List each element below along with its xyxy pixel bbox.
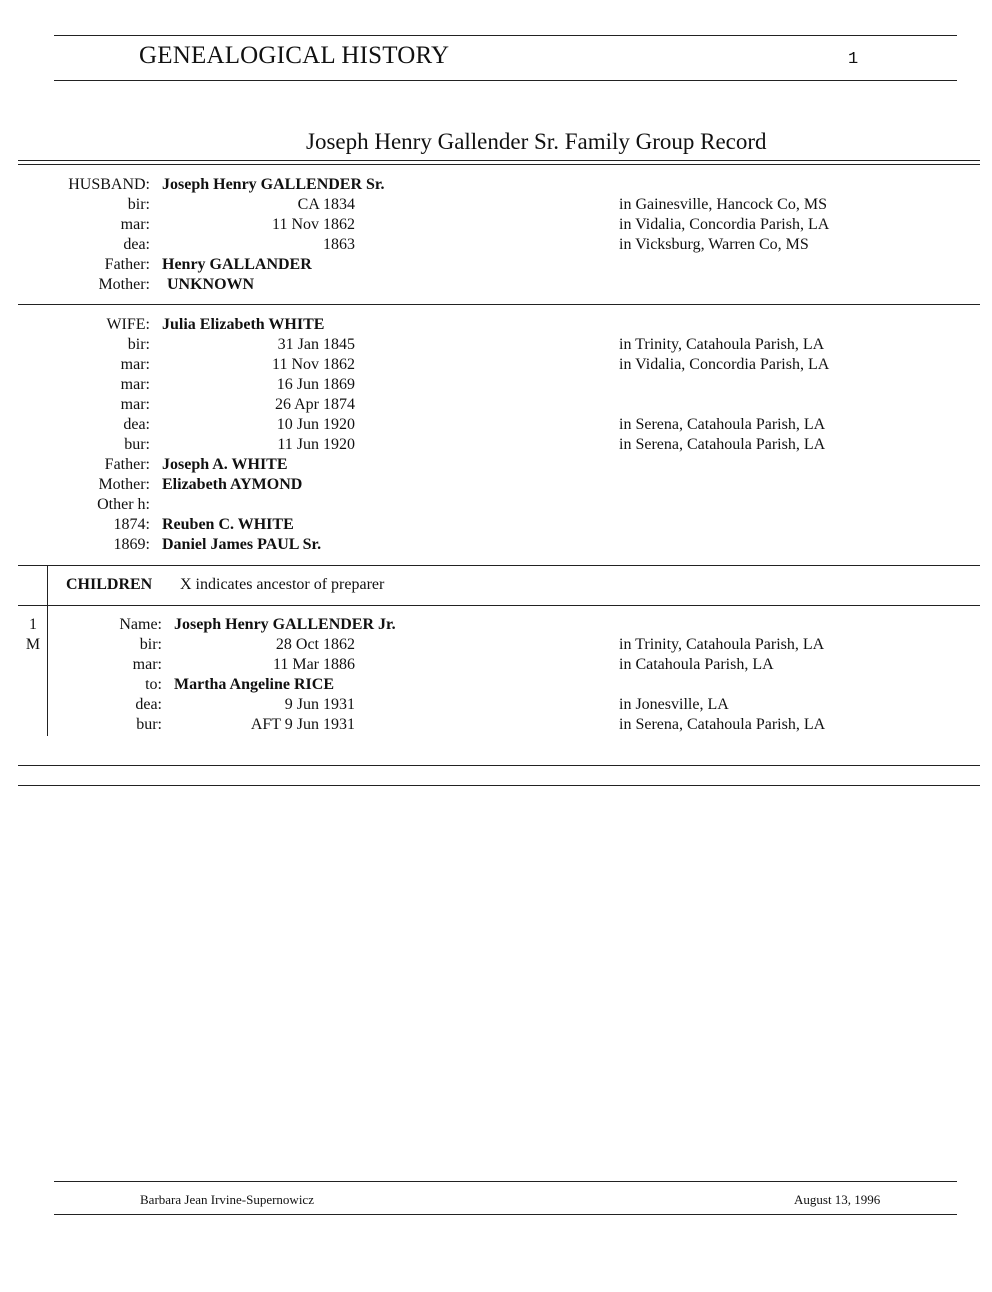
husband-mother-name: UNKNOWN	[167, 276, 255, 293]
wife-other-husbands-row	[0, 495, 992, 515]
event-place: in Serena, Catahoula Parish, LA	[619, 436, 826, 453]
event-label: dea:	[123, 236, 150, 253]
wife-label: WIFE:	[106, 316, 150, 333]
child-event-row	[0, 695, 992, 715]
wife-name-row	[0, 315, 992, 335]
event-label: mar:	[120, 216, 150, 233]
child-name-row	[0, 615, 992, 635]
name-label: Name:	[119, 616, 162, 633]
event-date: CA 1834	[297, 196, 355, 213]
wife-father-row	[0, 455, 992, 475]
husband-name: Joseph Henry GALLENDER Sr.	[162, 176, 385, 193]
event-place: in Trinity, Catahoula Parish, LA	[619, 636, 825, 653]
record-title: Joseph Henry Gallender Sr. Family Group Record	[306, 129, 767, 154]
husband-event-row	[0, 235, 992, 255]
event-date: 16 Jun 1869	[276, 376, 355, 393]
wife-mother-name: Elizabeth AYMOND	[162, 476, 303, 493]
event-label: mar:	[120, 376, 150, 393]
child-spouse-row	[0, 675, 992, 695]
other-husband-year: 1869:	[113, 536, 150, 553]
wife-event-row	[0, 415, 992, 435]
husband-father-row	[0, 255, 992, 275]
other-husbands-label: Other h:	[97, 496, 150, 513]
record-double-rule-1	[18, 160, 980, 161]
event-label: mar:	[120, 356, 150, 373]
footer-bottom-rule	[54, 1214, 957, 1215]
event-place: in Vicksburg, Warren Co, MS	[619, 236, 809, 253]
wife-event-row	[0, 355, 992, 375]
wife-mother-row	[0, 475, 992, 495]
wife-event-row	[0, 395, 992, 415]
child-sex: M	[25, 636, 41, 653]
wife-event-row	[0, 435, 992, 455]
other-husband-year: 1874:	[113, 516, 150, 533]
mother-label: Mother:	[98, 476, 150, 493]
event-date: 10 Jun 1920	[276, 416, 355, 433]
other-husband-row	[0, 515, 992, 535]
event-place: in Serena, Catahoula Parish, LA	[619, 716, 826, 733]
wife-event-row	[0, 375, 992, 395]
child-number: 1	[29, 616, 37, 633]
event-date: 31 Jan 1845	[277, 336, 355, 353]
father-label: Father:	[104, 256, 150, 273]
event-place: in Vidalia, Concordia Parish, LA	[619, 356, 830, 373]
children-header-row	[0, 575, 992, 595]
husband-name-row	[0, 175, 992, 195]
event-date: 11 Nov 1862	[272, 356, 355, 373]
husband-father-name: Henry GALLANDER	[162, 256, 312, 273]
event-place: in Vidalia, Concordia Parish, LA	[619, 216, 830, 233]
event-date: 11 Jun 1920	[277, 436, 355, 453]
husband-label: HUSBAND:	[68, 176, 150, 193]
event-date: 28 Oct 1862	[275, 636, 355, 653]
section-rule	[18, 765, 980, 766]
footer-author: Barbara Jean Irvine-Supernowicz	[140, 1192, 314, 1207]
event-date: AFT 9 Jun 1931	[250, 716, 355, 733]
child-event-row	[0, 655, 992, 675]
event-place: in Jonesville, LA	[619, 696, 729, 713]
event-date: 11 Mar 1886	[272, 656, 355, 673]
husband-event-row	[0, 195, 992, 215]
child-event-row	[0, 715, 992, 735]
other-husband-row	[0, 535, 992, 555]
event-date: 9 Jun 1931	[284, 696, 355, 713]
event-label: bur:	[124, 436, 150, 453]
mother-label: Mother:	[98, 276, 150, 293]
page-number: 1	[848, 50, 859, 69]
event-label: bir:	[139, 636, 162, 653]
event-date: 26 Apr 1874	[275, 396, 355, 413]
header-bottom-rule	[54, 80, 957, 81]
wife-name: Julia Elizabeth WHITE	[162, 316, 325, 333]
event-label: bur:	[136, 716, 162, 733]
event-label: mar:	[120, 396, 150, 413]
event-date: 1863	[323, 236, 355, 253]
event-place: in Catahoula Parish, LA	[619, 656, 774, 673]
footer-top-rule	[54, 1181, 957, 1182]
section-rule	[18, 785, 980, 786]
event-label: dea:	[123, 416, 150, 433]
event-label: bir:	[127, 196, 150, 213]
event-label: dea:	[135, 696, 162, 713]
event-label: bir:	[127, 336, 150, 353]
event-place: in Serena, Catahoula Parish, LA	[619, 416, 826, 433]
section-rule	[18, 565, 980, 566]
event-place: in Gainesville, Hancock Co, MS	[619, 196, 827, 213]
child-event-row	[0, 635, 992, 655]
event-date: 11 Nov 1862	[272, 216, 355, 233]
children-label: CHILDREN	[66, 576, 153, 593]
children-note: X indicates ancestor of preparer	[180, 576, 385, 593]
other-husband-name: Reuben C. WHITE	[162, 516, 294, 533]
section-rule	[18, 605, 980, 606]
wife-event-row	[0, 335, 992, 355]
husband-event-row	[0, 215, 992, 235]
father-label: Father:	[104, 456, 150, 473]
section-rule	[18, 304, 980, 305]
header-top-rule	[54, 35, 957, 36]
spouse-label: to:	[145, 676, 162, 693]
event-place: in Trinity, Catahoula Parish, LA	[619, 336, 825, 353]
event-label: mar:	[132, 656, 162, 673]
document-title: GENEALOGICAL HISTORY	[139, 42, 450, 69]
wife-father-name: Joseph A. WHITE	[162, 456, 288, 473]
footer-date: August 13, 1996	[794, 1192, 881, 1207]
child-name: Joseph Henry GALLENDER Jr.	[174, 616, 396, 633]
other-husband-name: Daniel James PAUL Sr.	[162, 536, 322, 553]
husband-mother-row	[0, 275, 992, 295]
child-spouse-name: Martha Angeline RICE	[174, 676, 334, 693]
record-double-rule-2	[18, 164, 980, 165]
